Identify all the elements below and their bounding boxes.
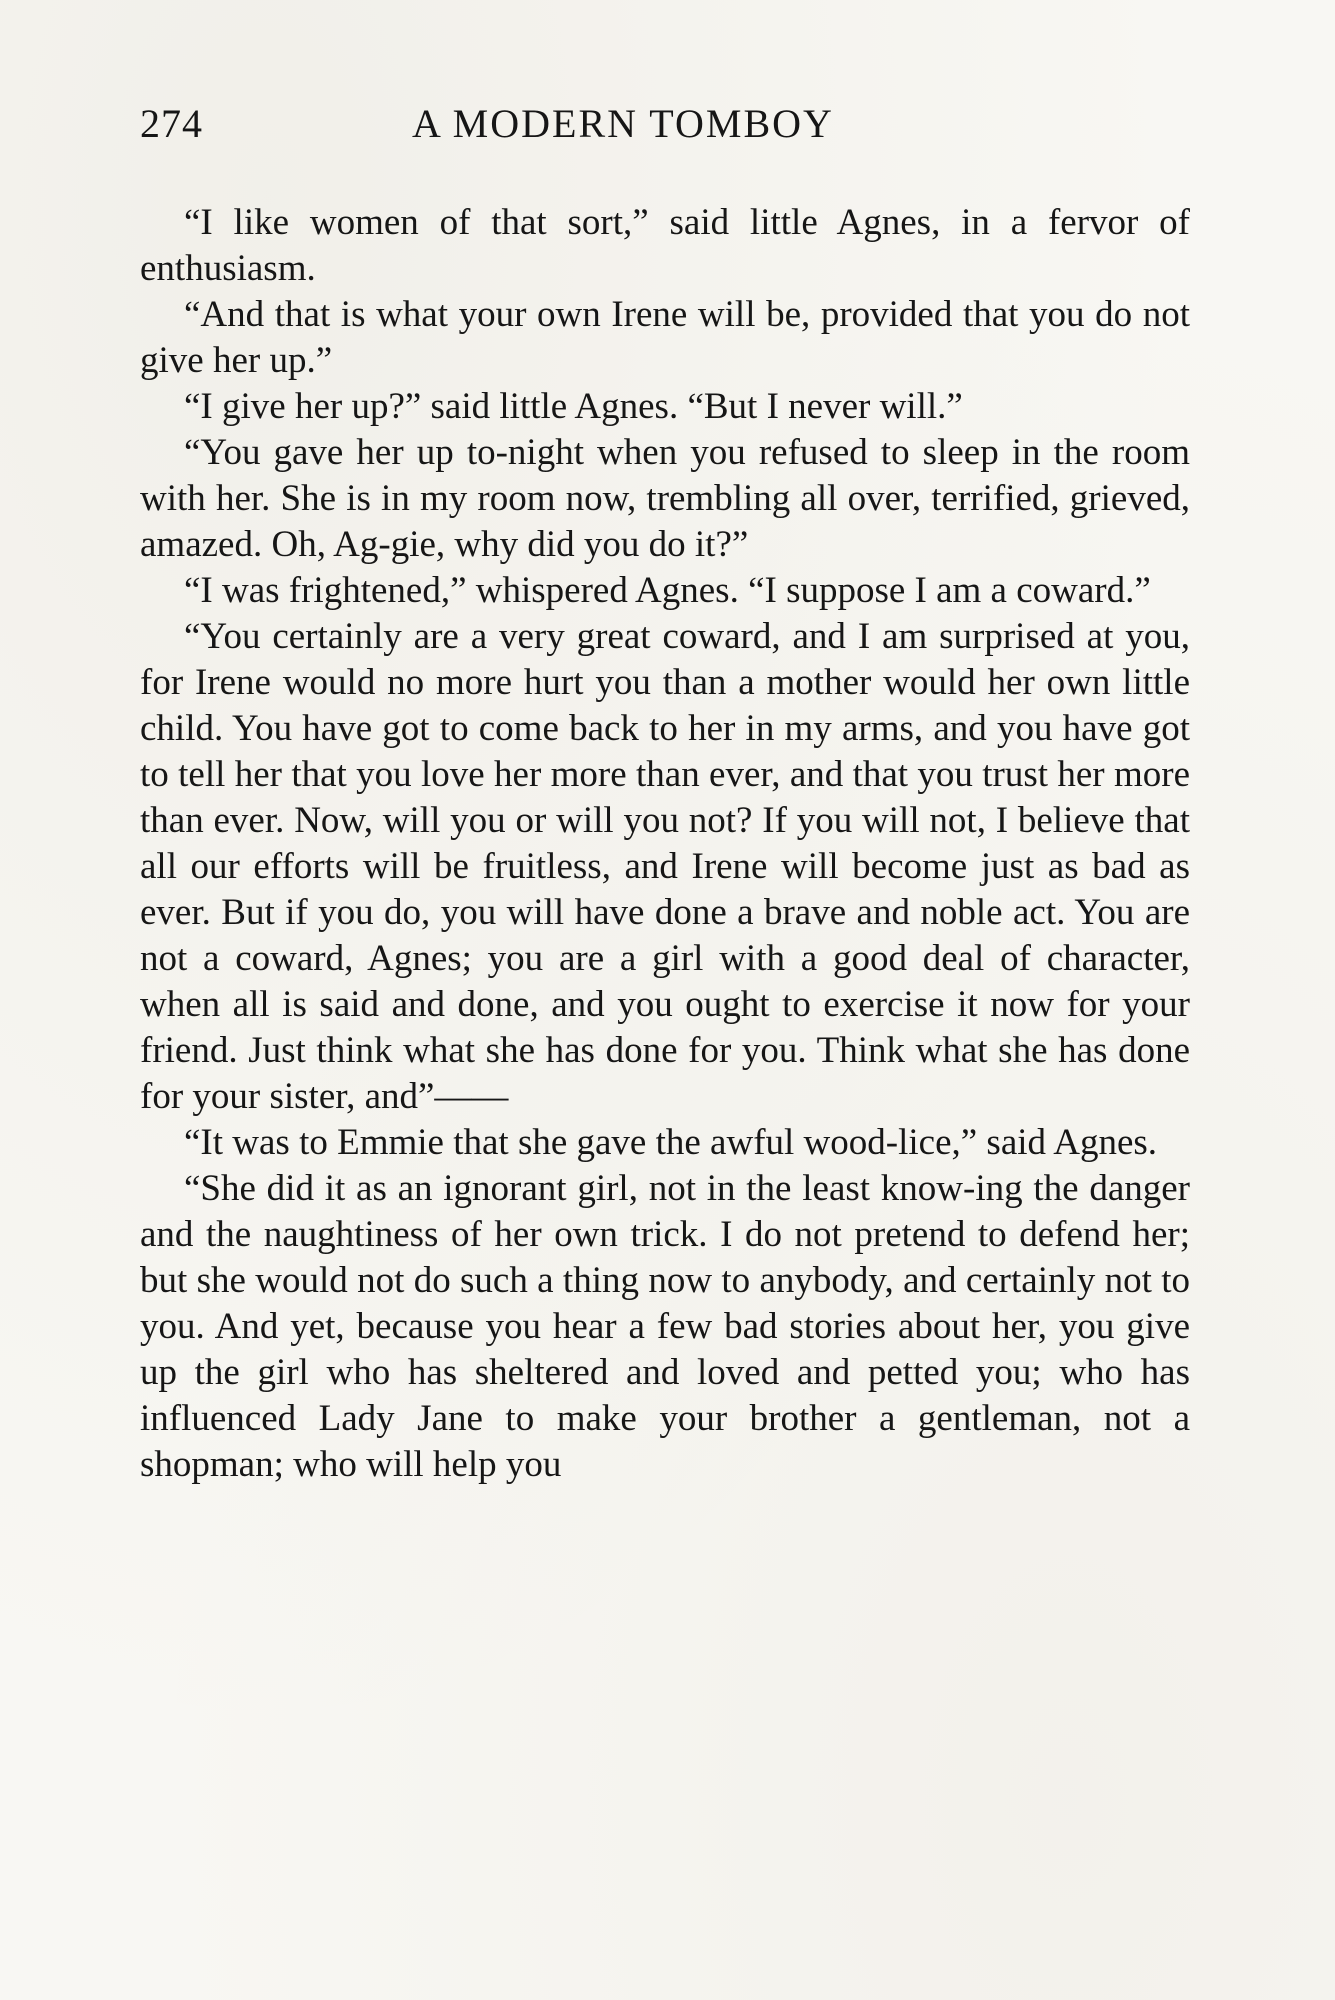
paragraph: “I give her up?” said little Agnes. “But I never will.”	[184, 386, 963, 427]
page-number: 274	[140, 101, 203, 146]
body-text	[140, 200, 1190, 1488]
paragraph: “You certainly are a very great coward, and I am surprised at you, for Irene would no more hurt you than a mother would her own little child. You have got to come back to her in my arms, and you have got to tell her that you love her more than ever, and that you trust her more than ever. Now, will you or will you not? If you will not, I believe that all our efforts will be fruitless, and Irene will become just as bad as ever. But if you do, you will have done a brave and noble act. You are not a coward, Agnes; you are a girl with a good deal of character, when all is said and done, and you ought to exercise it now for your friend. Just think what she has done for you. Think what she has done for your sister, and”——	[140, 616, 1190, 1117]
paragraph: “I was frightened,” whispered Agnes. “I suppose I am a coward.”	[184, 570, 1151, 611]
paragraph: “I like women of that sort,” said little Agnes, in a fervor of enthusiasm.	[140, 202, 1190, 289]
paragraph: “And that is what your own Irene will be, provided that you do not give her up.”	[140, 294, 1190, 381]
running-title: A MODERN TOMBOY	[412, 101, 834, 146]
page-header	[140, 100, 1190, 160]
paragraph: “You gave her up to-night when you refused to sleep in the room with her. She is in my room now, trembling all over, terrified, grieved, amazed. Oh, Ag-gie, why did you do it?”	[140, 432, 1190, 565]
paragraph: “She did it as an ignorant girl, not in the least know-ing the danger and the naughtiness of her own trick. I do not pretend to defend her; but she would not do such a thing now to anybody, and certainly not to you. And yet, because you hear a few bad stories about her, you give up the girl who has sheltered and loved and petted you; who has influenced Lady Jane to make your brother a gentleman, not a shopman; who will help you	[140, 1168, 1190, 1485]
paragraph: “It was to Emmie that she gave the awful wood-lice,” said Agnes.	[184, 1122, 1158, 1163]
